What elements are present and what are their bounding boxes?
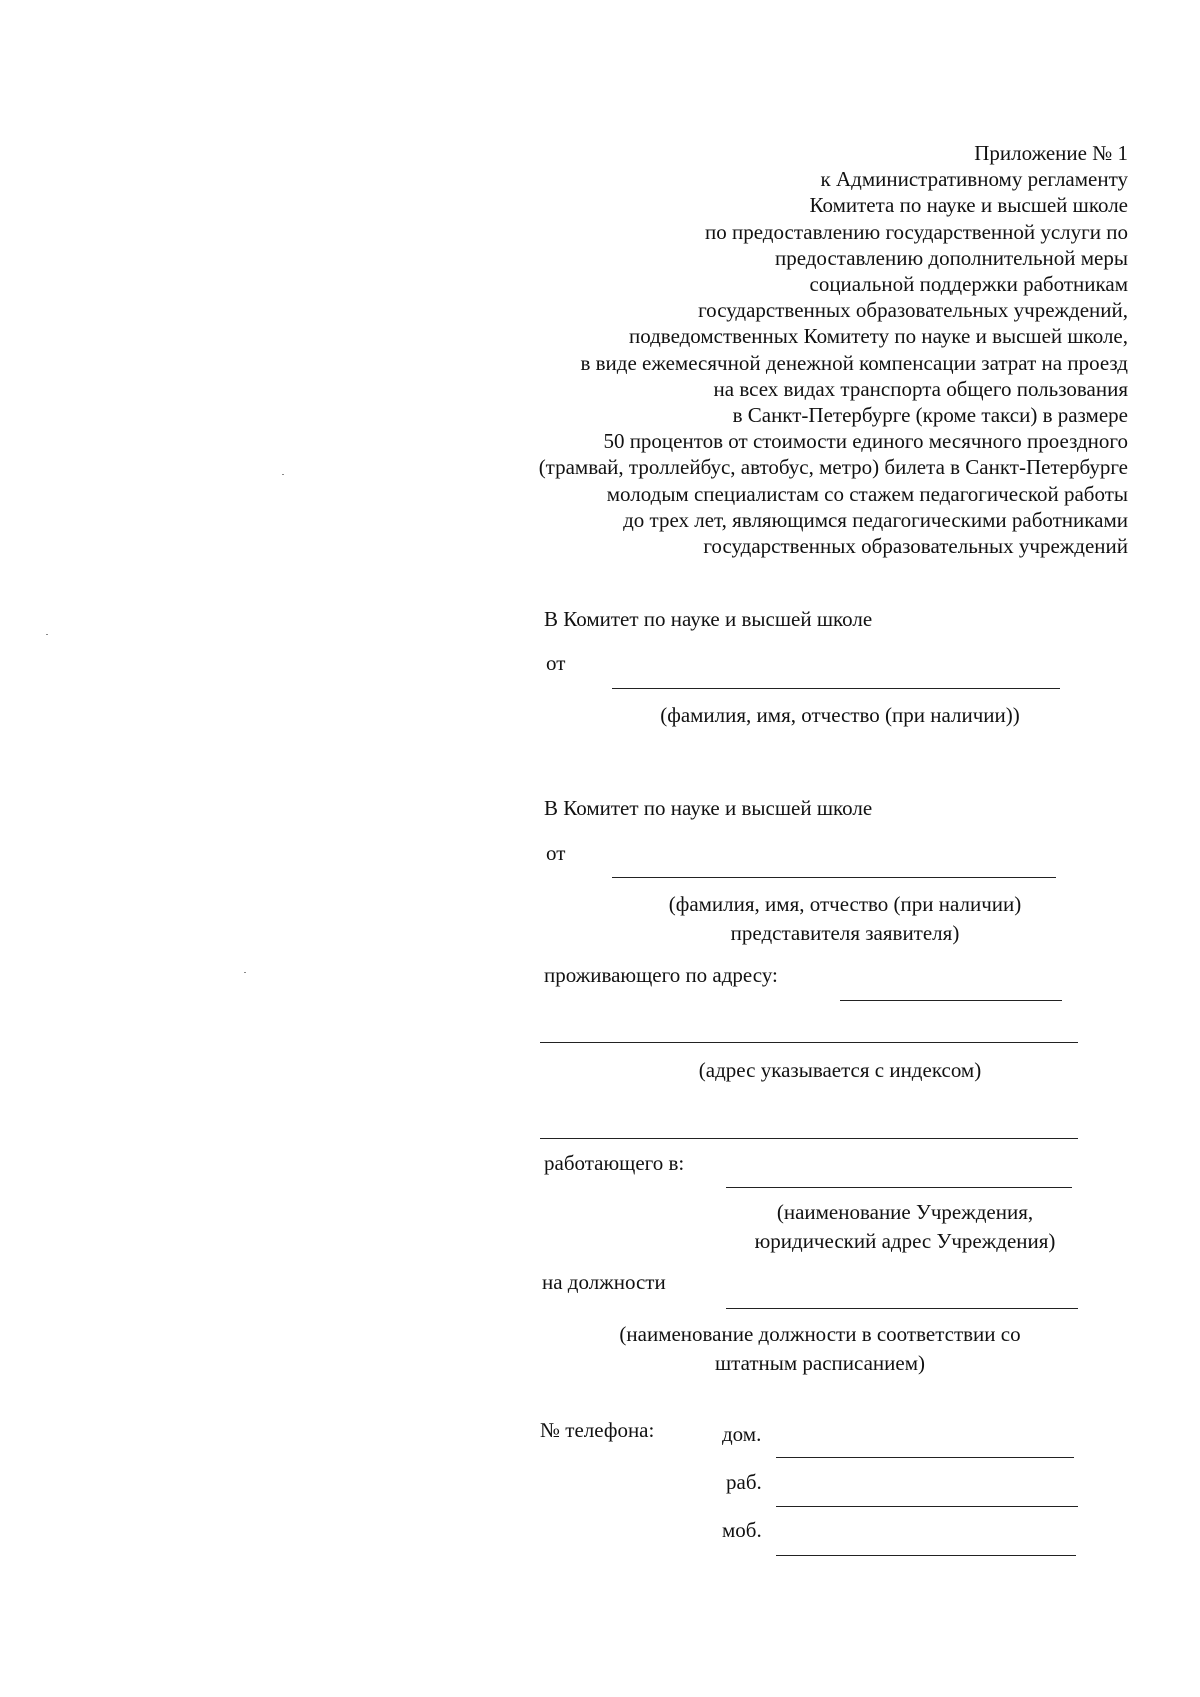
from-label-2: от	[546, 841, 566, 865]
work-label: работающего в:	[544, 1151, 685, 1175]
scan-speck	[282, 474, 284, 475]
position-caption-line1: (наименование должности в соответствии со	[619, 1322, 1021, 1346]
phone-mobile-label: моб.	[722, 1518, 762, 1542]
address-caption: (адрес указывается с индексом)	[698, 1058, 982, 1082]
position-caption-line2: штатным расписанием)	[714, 1351, 926, 1375]
header-line: в виде ежемесячной денежной компенсации затрат на проезд	[580, 350, 1128, 375]
header-line: подведомственных Комитету по науке и высшей школе,	[628, 324, 1128, 349]
appendix-header	[408, 140, 1128, 559]
addressee-1: В Комитет по науке и высшей школе	[544, 607, 873, 631]
representative-name-field[interactable]	[612, 877, 1056, 878]
header-line: государственных образовательных учреждений,	[698, 298, 1128, 323]
phone-mobile-field[interactable]	[776, 1555, 1076, 1556]
header-line: в Санкт-Петербурге (кроме такси) в размере	[732, 403, 1128, 428]
address-field-1[interactable]	[840, 1000, 1062, 1001]
header-line: государственных образовательных учреждений	[703, 534, 1128, 559]
applicant-name-caption: (фамилия, имя, отчество (при наличии))	[660, 703, 1020, 727]
phone-work-label: раб.	[726, 1470, 762, 1494]
header-line: молодым специалистам со стажем педагогической работы	[606, 481, 1128, 506]
header-line: до трех лет, являющимся педагогическими работниками	[623, 507, 1128, 532]
header-line: социальной поддержки работникам	[809, 272, 1128, 297]
position-label: на должности	[542, 1270, 666, 1294]
header-line: к Административному регламенту	[820, 167, 1128, 192]
header-line: (трамвай, троллейбус, автобус, метро) билета в Санкт-Петербурге	[538, 455, 1128, 480]
header-line: предоставлению дополнительной меры	[774, 245, 1128, 270]
institution-caption-line1: (наименование Учреждения,	[776, 1200, 1034, 1224]
header-line: Приложение № 1	[974, 141, 1128, 165]
position-field[interactable]	[726, 1308, 1078, 1309]
from-label-1: от	[546, 651, 566, 675]
applicant-name-field[interactable]	[612, 688, 1060, 689]
header-line: на всех видах транспорта общего пользования	[713, 376, 1128, 401]
scan-speck	[46, 634, 48, 635]
header-line: по предоставлению государственной услуги по	[705, 219, 1128, 244]
scan-speck	[244, 972, 246, 973]
institution-field[interactable]	[726, 1187, 1072, 1188]
representative-caption-line1: (фамилия, имя, отчество (при наличии)	[668, 892, 1022, 916]
header-line: 50 процентов от стоимости единого месячного проездного	[603, 429, 1128, 454]
representative-caption-line2: представителя заявителя)	[730, 921, 960, 945]
address-field-3[interactable]	[540, 1138, 1078, 1139]
phone-home-field[interactable]	[776, 1457, 1074, 1458]
institution-caption-line2: юридический адрес Учреждения)	[754, 1229, 1056, 1253]
address-label: проживающего по адресу:	[544, 963, 778, 987]
phone-label: № телефона:	[540, 1418, 655, 1442]
addressee-2: В Комитет по науке и высшей школе	[544, 796, 873, 820]
phone-home-label: дом.	[722, 1422, 762, 1446]
address-field-2[interactable]	[540, 1042, 1078, 1043]
header-line: Комитета по науке и высшей школе	[809, 193, 1128, 218]
phone-work-field[interactable]	[776, 1506, 1078, 1507]
